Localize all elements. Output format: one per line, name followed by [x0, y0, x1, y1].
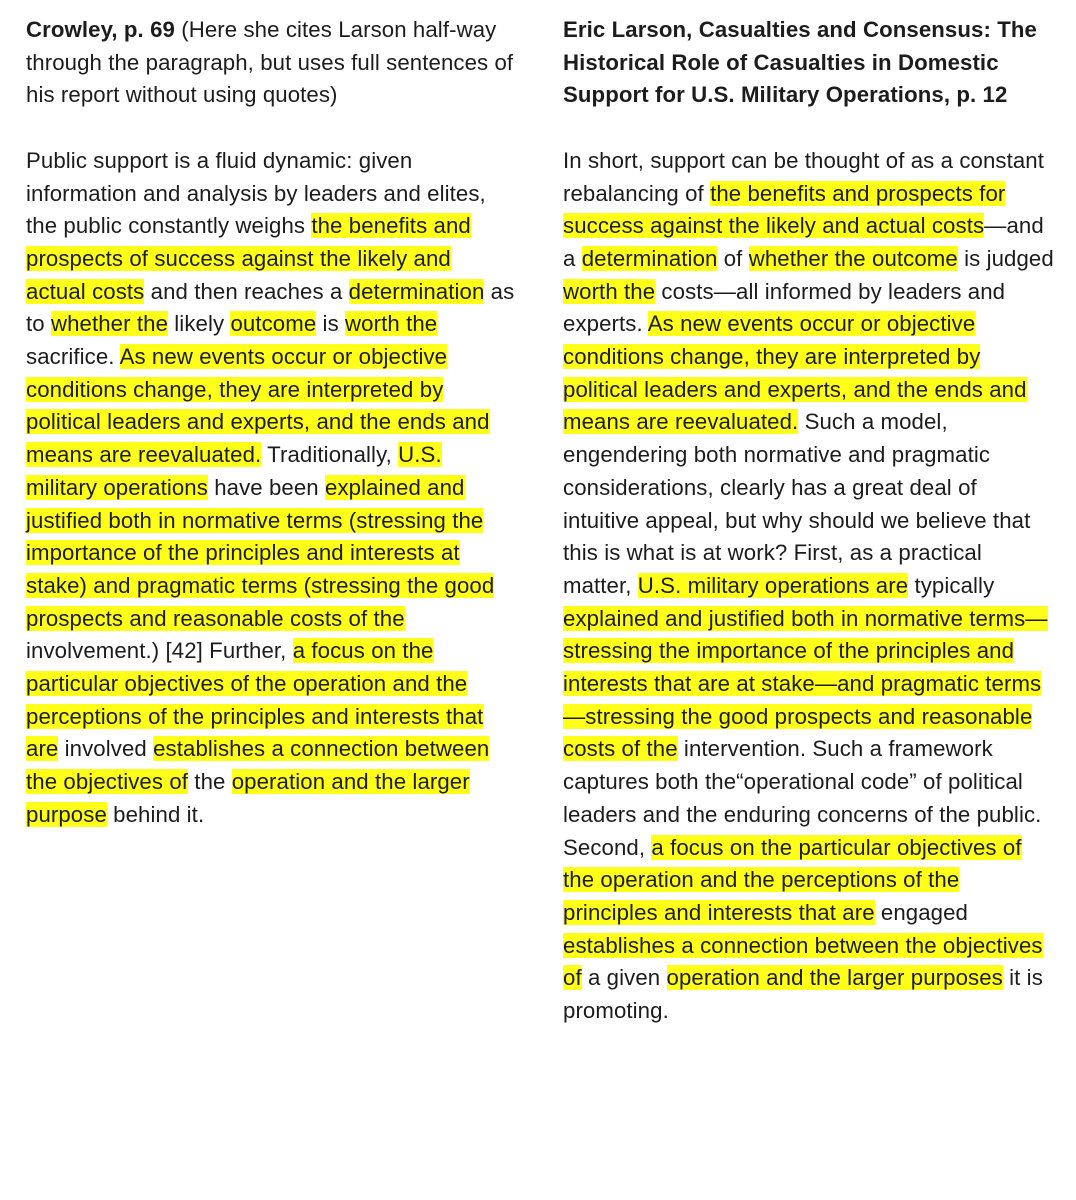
highlighted-text: establishes a connection between the objectives of [26, 736, 490, 795]
crowley-heading [26, 14, 516, 112]
highlighted-text: outcome [230, 311, 317, 337]
highlighted-text: As new events occur or objective conditions change, they are interpreted by political leaders and experts, and the ends and means are reevaluated. [563, 311, 1027, 435]
highlighted-text: explained and justified both in normative terms (stressing the importance of the principles and interests at stake) and pragmatic terms (stressing the good prospects and reasonable costs of the [26, 474, 495, 631]
passage-text: sacrifice. [26, 344, 120, 370]
passage-text: intervention. Such a framework captures both the“operational code” of political leaders and the enduring concerns of the public. Second, [563, 736, 1042, 860]
passage-text: Public support is a fluid dynamic: given information and analysis by leaders and elites, the public constantly weighs [26, 147, 486, 239]
crowley-note: (Here she cites Larson half-way through the paragraph, but uses full sentences of his report without using quotes) [26, 17, 514, 108]
passage-text: engaged [874, 899, 968, 925]
highlighted-text: whether the [50, 311, 169, 337]
highlighted-text: whether the outcome [748, 245, 958, 271]
passage-text: costs—all informed by leaders and experts. [563, 278, 1006, 337]
passage-text: it is promoting. [563, 965, 1043, 1024]
passage-text: and then reaches a [144, 278, 349, 304]
larson-column [563, 14, 1056, 1028]
highlighted-text: U.S. military operations are [637, 572, 909, 598]
larson-heading [563, 14, 1056, 112]
passage-text: is [316, 311, 346, 337]
passage-text: —and a [563, 213, 1044, 271]
highlighted-text: establishes a connection between the objectives of [563, 932, 1043, 991]
larson-title: Eric Larson, Casualties and Consensus: The Historical Role of Casualties in Domestic Support for U.S. Military Operations, p. 12 [563, 17, 1037, 108]
passage-text: Such a model, engendering both normative and pragmatic considerations, clearly has a great deal of intuitive appeal, but why should we believe that this is what is at work? First, as a practical matter, [563, 409, 1031, 598]
highlighted-text: the benefits and prospects for success against the likely and actual costs [563, 180, 1006, 239]
passage-text: is judged [957, 245, 1054, 271]
highlighted-text: determination [348, 278, 485, 304]
passage-text: have been [207, 474, 326, 500]
passage-text: a given [581, 965, 667, 991]
highlighted-text: operation and the larger purposes [666, 965, 1003, 991]
highlighted-text: worth the [345, 311, 438, 337]
passage-text: Traditionally, [261, 442, 399, 468]
highlighted-text: explained and justified both in normative terms—stressing the importance of the principles and interests that are at stake—and pragmatic terms—stressing the good prospects and reasonable costs of the [563, 605, 1048, 762]
highlighted-text: operation and the larger purpose [26, 769, 470, 827]
passage-text: In short, support can be thought of as a constant rebalancing of [563, 147, 1045, 206]
highlighted-text: determination [581, 245, 718, 271]
larson-passage [563, 145, 1056, 1028]
highlighted-text: U.S. military operations [26, 442, 442, 500]
passage-text: likely [168, 311, 231, 337]
passage-text: as to [26, 278, 515, 337]
passage-text: involvement.) [42] Further, [26, 638, 293, 664]
passage-text: of [717, 245, 749, 271]
highlighted-text: the benefits and prospects of success against the likely and actual costs [26, 213, 471, 304]
passage-text: the [188, 769, 232, 795]
passage-text: behind it. [106, 801, 205, 827]
passage-text: involved [58, 736, 154, 762]
passage-text: typically [908, 572, 995, 598]
highlighted-text: a focus on the particular objectives of the operation and the perceptions of the principles and interests that are [26, 638, 484, 762]
highlighted-text: As new events occur or objective conditions change, they are interpreted by political leaders and experts, and the ends and means are reevaluated. [26, 344, 490, 468]
crowley-passage [26, 145, 516, 832]
highlighted-text: worth the [563, 278, 656, 304]
crowley-title: Crowley, p. 69 [26, 17, 175, 42]
highlighted-text: a focus on the particular objectives of the operation and the perceptions of the principles and interests that are [563, 834, 1022, 925]
crowley-column [26, 14, 516, 832]
